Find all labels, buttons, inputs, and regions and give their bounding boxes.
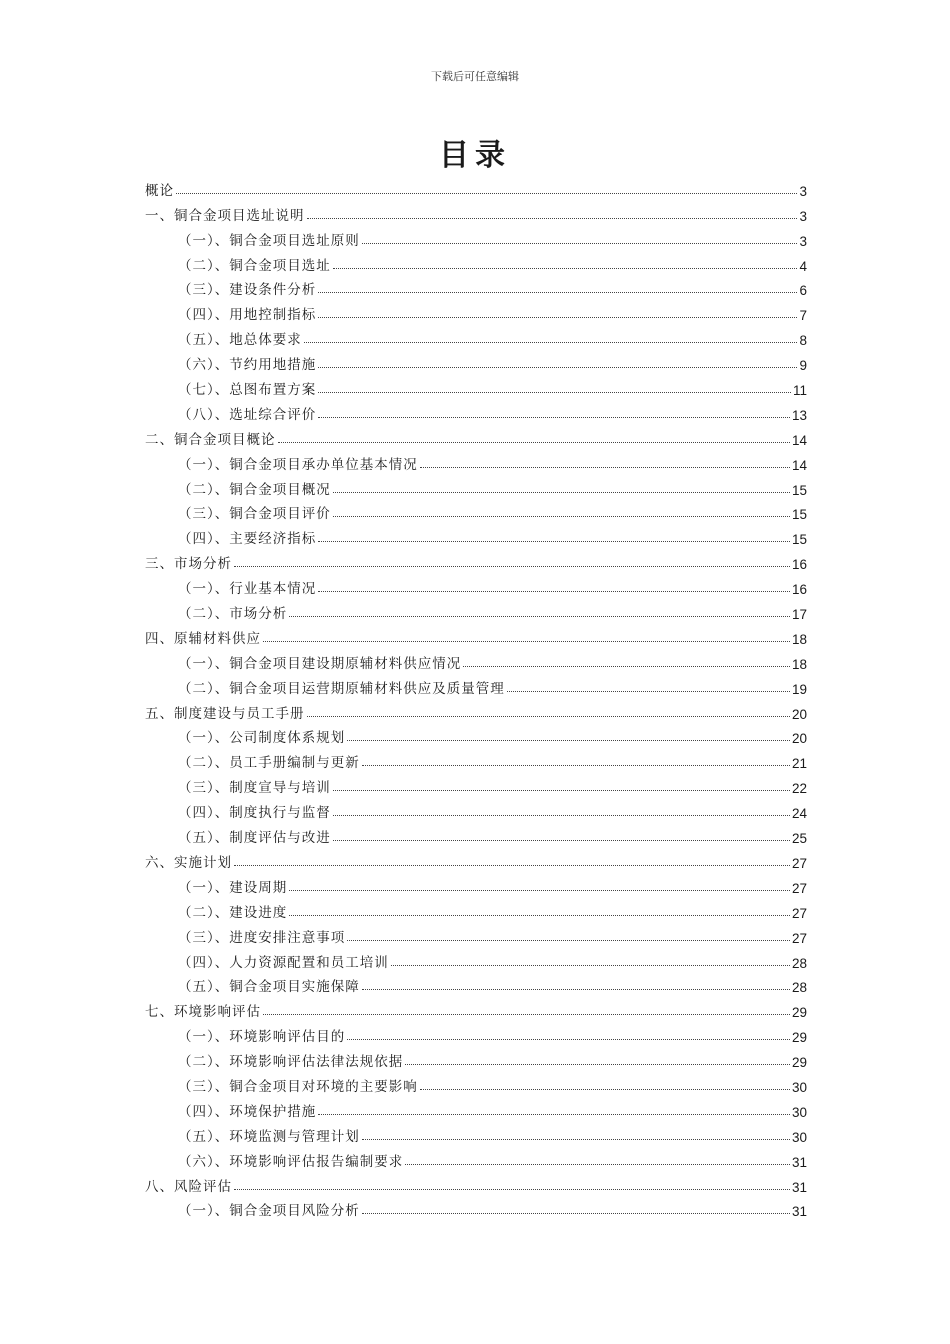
toc-subentry[interactable] [145,572,807,597]
toc-entry-label: 四、原辅材料供应 [145,630,261,647]
toc-entry[interactable] [145,1170,807,1195]
toc-subentry[interactable] [145,398,807,423]
toc-leader-dots [362,765,790,766]
toc-entry-label: 概论 [145,182,174,199]
toc-entry-label: （四）、人力资源配置和员工培训 [178,954,389,971]
toc-leader-dots [333,790,790,791]
toc-entry-label: （一）、铜合金项目风险分析 [178,1203,360,1220]
toc-subentry[interactable] [145,473,807,498]
toc-entry-label: （二）、员工手册编制与更新 [178,755,360,772]
toc-entry-page: 18 [791,656,807,672]
toc-leader-dots [507,691,790,692]
toc-entry-page: 15 [791,482,807,498]
toc-leader-dots [463,666,790,667]
toc-leader-dots [420,1089,790,1090]
toc-leader-dots [318,367,797,368]
toc-leader-dots [347,940,790,941]
toc-entry-page: 30 [791,1129,807,1145]
toc-leader-dots [176,193,797,194]
toc-entry-page: 7 [799,308,807,324]
toc-entry-label: 八、风险评估 [145,1178,232,1195]
toc-subentry[interactable] [145,647,807,672]
toc-leader-dots [333,840,790,841]
toc-entry-label: （三）、建设条件分析 [178,282,317,299]
toc-entry-label: （二）、市场分析 [178,606,288,623]
toc-entry-page: 31 [791,1204,807,1220]
toc-leader-dots [333,516,790,517]
toc-entry[interactable] [145,547,807,572]
toc-entry-page: 21 [791,756,807,772]
toc-subentry[interactable] [145,1145,807,1170]
toc-leader-dots [318,591,790,592]
toc-entry-label: （四）、主要经济指标 [178,531,317,548]
toc-subentry[interactable] [145,1070,807,1095]
toc-subentry[interactable] [145,771,807,796]
toc-leader-dots [318,317,797,318]
toc-entry-page: 31 [791,1154,807,1170]
toc-entry-label: （四）、用地控制指标 [178,307,317,324]
page-header: 下载后可任意编辑 [431,70,519,83]
toc-subentry[interactable] [145,946,807,971]
toc-subentry[interactable] [145,672,807,697]
toc-leader-dots [289,890,790,891]
toc-leader-dots [405,1164,790,1165]
toc-entry-page: 9 [799,358,807,374]
toc-entry-label: （四）、制度执行与监督 [178,805,331,822]
toc-entry-page: 27 [791,930,807,946]
toc-leader-dots [362,243,798,244]
toc-entry-page: 17 [791,607,807,623]
toc-entry[interactable] [145,846,807,871]
toc-leader-dots [362,1213,790,1214]
toc-entry-label: （六）、环境影响评估报告编制要求 [178,1153,404,1170]
toc-entry-page: 22 [791,781,807,797]
toc-subentry[interactable] [145,597,807,622]
toc-leader-dots [333,815,790,816]
toc-entry-page: 8 [799,333,807,349]
toc-entry-label: （二）、铜合金项目运营期原辅材料供应及质量管理 [178,680,505,697]
toc-subentry[interactable] [145,224,807,249]
toc-entry-page: 4 [799,258,807,274]
toc-entry-label: 七、环境影响评估 [145,1004,261,1021]
toc-entry-page: 20 [791,731,807,747]
toc-subentry[interactable] [145,1020,807,1045]
toc-entry[interactable] [145,199,807,224]
toc-subentry[interactable] [145,274,807,299]
toc-entry-label: （二）、环境影响评估法律法规依据 [178,1054,404,1071]
toc-leader-dots [289,616,790,617]
toc-subentry[interactable] [145,971,807,996]
toc-leader-dots [347,740,790,741]
toc-subentry[interactable] [145,448,807,473]
toc-entry-page: 24 [791,806,807,822]
toc-subentry[interactable] [145,1195,807,1220]
toc-entry-page: 13 [791,407,807,423]
toc-subentry[interactable] [145,921,807,946]
toc-entry-page: 29 [791,1055,807,1071]
toc-entry-page: 19 [791,681,807,697]
toc-subentry[interactable] [145,298,807,323]
toc-leader-dots [263,641,790,642]
toc-entry-label: （八）、选址综合评价 [178,406,317,423]
toc-leader-dots [362,989,790,990]
toc-leader-dots [234,566,790,567]
toc-leader-dots [420,467,790,468]
toc-entry-label: （三）、制度宣导与培训 [178,780,331,797]
toc-entry-label: （一）、建设周期 [178,879,288,896]
table-of-contents [145,174,807,1219]
toc-entry-label: （三）、铜合金项目评价 [178,506,331,523]
toc-entry-page: 25 [791,831,807,847]
toc-entry-page: 30 [791,1104,807,1120]
toc-leader-dots [234,1189,790,1190]
toc-entry-page: 11 [792,383,807,399]
toc-entry-page: 27 [791,905,807,921]
toc-entry-page: 16 [791,582,807,598]
toc-entry-page: 14 [791,432,807,448]
toc-leader-dots [318,541,790,542]
toc-leader-dots [362,1139,790,1140]
toc-leader-dots [318,392,791,393]
toc-subentry[interactable] [145,722,807,747]
toc-entry[interactable] [145,174,807,199]
toc-leader-dots [307,218,798,219]
toc-entry-label: （一）、环境影响评估目的 [178,1029,346,1046]
toc-subentry[interactable] [145,348,807,373]
toc-entry-label: （一）、公司制度体系规划 [178,730,346,747]
toc-entry[interactable] [145,697,807,722]
toc-leader-dots [318,1114,790,1115]
toc-leader-dots [391,965,790,966]
toc-entry-page: 20 [791,706,807,722]
toc-entry-label: 三、市场分析 [145,556,232,573]
toc-entry-label: （二）、铜合金项目选址 [178,257,331,274]
toc-entry-page: 16 [791,557,807,573]
toc-subentry[interactable] [145,796,807,821]
toc-entry-page: 29 [791,1005,807,1021]
toc-entry[interactable] [145,622,807,647]
toc-entry-label: （五）、铜合金项目实施保障 [178,979,360,996]
toc-entry-label: （五）、环境监测与管理计划 [178,1128,360,1145]
toc-leader-dots [347,1039,790,1040]
toc-subentry[interactable] [145,522,807,547]
toc-entry-page: 3 [799,208,807,224]
toc-entry[interactable] [145,995,807,1020]
toc-entry-label: （二）、铜合金项目概况 [178,481,331,498]
toc-entry-page: 6 [799,283,807,299]
toc-entry-label: （四）、环境保护措施 [178,1103,317,1120]
toc-subentry[interactable] [145,896,807,921]
toc-entry-label: （三）、进度安排注意事项 [178,929,346,946]
toc-entry-label: 一、铜合金项目选址说明 [145,207,305,224]
toc-entry-page: 3 [799,233,807,249]
toc-leader-dots [307,716,790,717]
toc-leader-dots [318,292,797,293]
toc-entry-label: （一）、行业基本情况 [178,581,317,598]
toc-entry-label: 五、制度建设与员工手册 [145,705,305,722]
toc-subentry[interactable] [145,821,807,846]
toc-entry-page: 29 [791,1030,807,1046]
toc-subentry[interactable] [145,1120,807,1145]
toc-subentry[interactable] [145,498,807,523]
toc-entry-page: 27 [791,880,807,896]
toc-entry-label: 二、铜合金项目概论 [145,431,276,448]
toc-leader-dots [304,342,798,343]
toc-entry-page: 28 [791,955,807,971]
toc-entry-label: （五）、制度评估与改进 [178,830,331,847]
toc-subentry[interactable] [145,746,807,771]
toc-entry-page: 28 [791,980,807,996]
toc-leader-dots [333,268,798,269]
toc-entry-label: 六、实施计划 [145,854,232,871]
toc-entry-label: （一）、铜合金项目建设期原辅材料供应情况 [178,655,462,672]
toc-entry-page: 15 [791,507,807,523]
toc-entry-label: （六）、节约用地措施 [178,357,317,374]
toc-entry-page: 14 [791,457,807,473]
toc-subentry[interactable] [145,1045,807,1070]
toc-leader-dots [234,865,790,866]
toc-leader-dots [333,492,790,493]
toc-leader-dots [278,442,790,443]
toc-entry-page: 15 [791,532,807,548]
toc-entry-page: 18 [791,631,807,647]
toc-leader-dots [318,417,790,418]
toc-entry-page: 31 [791,1179,807,1195]
toc-entry-label: （三）、铜合金项目对环境的主要影响 [178,1078,418,1095]
toc-entry-label: （五）、地总体要求 [178,332,302,349]
toc-entry-label: （七）、总图布置方案 [178,382,317,399]
toc-entry-page: 3 [799,183,807,199]
toc-subentry[interactable] [145,249,807,274]
toc-entry-label: （一）、铜合金项目承办单位基本情况 [178,456,418,473]
toc-subentry[interactable] [145,871,807,896]
toc-subentry[interactable] [145,323,807,348]
toc-entry-page: 30 [791,1079,807,1095]
toc-subentry[interactable] [145,1095,807,1120]
page-title: 目录 [439,138,511,173]
toc-entry[interactable] [145,423,807,448]
toc-entry-label: （二）、建设进度 [178,904,288,921]
toc-entry-page: 27 [791,855,807,871]
toc-leader-dots [289,915,790,916]
toc-leader-dots [405,1064,790,1065]
toc-entry-label: （一）、铜合金项目选址原则 [178,232,360,249]
toc-subentry[interactable] [145,373,807,398]
toc-leader-dots [263,1014,790,1015]
